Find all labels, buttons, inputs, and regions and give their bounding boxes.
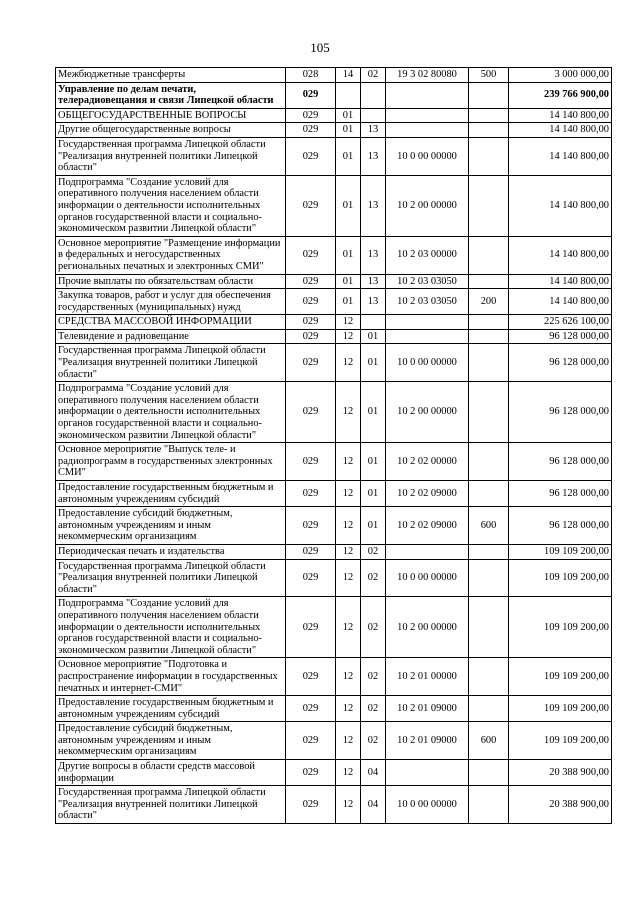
expense-type-cell: 600: [469, 722, 509, 760]
expense-type-cell: [469, 597, 509, 658]
target-article-cell: 10 2 01 09000: [386, 696, 469, 722]
subsection-code-cell: 13: [361, 123, 386, 138]
row-name-cell: Подпрограмма "Создание условий для оперативного получения населением области информации о деятельности исполнительных органов государственной власти и социально-экономическом развитии Липецкой области": [56, 175, 286, 236]
amount-cell: 20 388 900,00: [509, 760, 612, 786]
table-row: [56, 274, 612, 289]
budget-table-body: [56, 68, 612, 824]
subsection-code-cell: 02: [361, 722, 386, 760]
table-row: [56, 481, 612, 507]
target-article-cell: 10 2 02 09000: [386, 481, 469, 507]
subsection-code-cell: 01: [361, 382, 386, 443]
amount-cell: 96 128 000,00: [509, 382, 612, 443]
expense-type-cell: [469, 481, 509, 507]
ministry-code-cell: 029: [286, 108, 336, 123]
table-row: [56, 236, 612, 274]
page-number: 105: [310, 40, 330, 55]
section-code-cell: 01: [336, 175, 361, 236]
table-row: [56, 544, 612, 559]
section-code-cell: 12: [336, 658, 361, 696]
table-row: [56, 289, 612, 315]
amount-cell: 109 109 200,00: [509, 658, 612, 696]
amount-cell: 96 128 000,00: [509, 344, 612, 382]
row-name-cell: Другие вопросы в области средств массовой информации: [56, 760, 286, 786]
subsection-code-cell: [361, 82, 386, 108]
amount-cell: 20 388 900,00: [509, 786, 612, 824]
row-name-cell: Прочие выплаты по обязательствам области: [56, 274, 286, 289]
target-article-cell: 10 0 00 00000: [386, 559, 469, 597]
table-row: [56, 443, 612, 481]
table-row: [56, 722, 612, 760]
section-code-cell: 01: [336, 236, 361, 274]
table-row: [56, 175, 612, 236]
amount-cell: 14 140 800,00: [509, 123, 612, 138]
ministry-code-cell: 029: [286, 274, 336, 289]
subsection-code-cell: 13: [361, 175, 386, 236]
table-row: [56, 315, 612, 330]
table-row: [56, 82, 612, 108]
ministry-code-cell: 029: [286, 236, 336, 274]
amount-cell: 109 109 200,00: [509, 559, 612, 597]
ministry-code-cell: 029: [286, 137, 336, 175]
amount-cell: 109 109 200,00: [509, 544, 612, 559]
target-article-cell: [386, 123, 469, 138]
target-article-cell: [386, 329, 469, 344]
ministry-code-cell: 029: [286, 175, 336, 236]
section-code-cell: [336, 82, 361, 108]
amount-cell: 14 140 800,00: [509, 137, 612, 175]
section-code-cell: 01: [336, 108, 361, 123]
section-code-cell: 12: [336, 507, 361, 545]
target-article-cell: [386, 108, 469, 123]
amount-cell: 14 140 800,00: [509, 289, 612, 315]
target-article-cell: 10 2 00 00000: [386, 382, 469, 443]
row-name-cell: Предоставление государственным бюджетным и автономным учреждениям субсидий: [56, 481, 286, 507]
row-name-cell: Основное мероприятие "Выпуск теле- и радиопрограмм в государственных электронных СМИ": [56, 443, 286, 481]
expense-type-cell: [469, 696, 509, 722]
table-row: [56, 760, 612, 786]
target-article-cell: 10 2 02 09000: [386, 507, 469, 545]
expense-type-cell: [469, 175, 509, 236]
row-name-cell: Подпрограмма "Создание условий для оперативного получения населением области информации о деятельности исполнительных органов государственной власти и социально-экономическом развитии Липецкой области": [56, 597, 286, 658]
ministry-code-cell: 029: [286, 289, 336, 315]
ministry-code-cell: 029: [286, 597, 336, 658]
expense-type-cell: [469, 786, 509, 824]
ministry-code-cell: 029: [286, 760, 336, 786]
subsection-code-cell: 01: [361, 481, 386, 507]
subsection-code-cell: 04: [361, 786, 386, 824]
target-article-cell: 10 2 01 00000: [386, 658, 469, 696]
row-name-cell: Предоставление государственным бюджетным и автономным учреждениям субсидий: [56, 696, 286, 722]
table-row: [56, 329, 612, 344]
target-article-cell: 10 2 00 00000: [386, 175, 469, 236]
section-code-cell: 12: [336, 544, 361, 559]
subsection-code-cell: 02: [361, 544, 386, 559]
ministry-code-cell: 029: [286, 315, 336, 330]
row-name-cell: Основное мероприятие "Подготовка и распространение информации в государственных печатных и интернет-СМИ": [56, 658, 286, 696]
section-code-cell: 12: [336, 443, 361, 481]
section-code-cell: 12: [336, 481, 361, 507]
table-row: [56, 344, 612, 382]
amount-cell: 109 109 200,00: [509, 597, 612, 658]
subsection-code-cell: 01: [361, 344, 386, 382]
ministry-code-cell: 029: [286, 123, 336, 138]
expense-type-cell: [469, 760, 509, 786]
expense-type-cell: [469, 236, 509, 274]
row-name-cell: Закупка товаров, работ и услуг для обеспечения государственных (муниципальных) нужд: [56, 289, 286, 315]
table-row: [56, 696, 612, 722]
amount-cell: 96 128 000,00: [509, 507, 612, 545]
section-code-cell: 12: [336, 559, 361, 597]
row-name-cell: Предоставление субсидий бюджетным, автономным учреждениям и иным некоммерческим организациям: [56, 722, 286, 760]
ministry-code-cell: 029: [286, 329, 336, 344]
section-code-cell: 01: [336, 289, 361, 315]
amount-cell: 14 140 800,00: [509, 175, 612, 236]
target-article-cell: [386, 760, 469, 786]
target-article-cell: 10 0 00 00000: [386, 137, 469, 175]
table-row: [56, 597, 612, 658]
section-code-cell: 12: [336, 760, 361, 786]
row-name-cell: Государственная программа Липецкой области "Реализация внутренней политики Липецкой области": [56, 559, 286, 597]
target-article-cell: 10 0 00 00000: [386, 786, 469, 824]
ministry-code-cell: 029: [286, 544, 336, 559]
section-code-cell: 12: [336, 344, 361, 382]
expense-type-cell: [469, 137, 509, 175]
target-article-cell: 10 2 03 03050: [386, 289, 469, 315]
subsection-code-cell: 02: [361, 68, 386, 83]
subsection-code-cell: 02: [361, 658, 386, 696]
row-name-cell: СРЕДСТВА МАССОВОЙ ИНФОРМАЦИИ: [56, 315, 286, 330]
amount-cell: 225 626 100,00: [509, 315, 612, 330]
amount-cell: 14 140 800,00: [509, 274, 612, 289]
target-article-cell: 10 2 03 00000: [386, 236, 469, 274]
ministry-code-cell: 028: [286, 68, 336, 83]
table-row: [56, 108, 612, 123]
section-code-cell: 12: [336, 722, 361, 760]
expense-type-cell: [469, 443, 509, 481]
ministry-code-cell: 029: [286, 658, 336, 696]
row-name-cell: Государственная программа Липецкой области "Реализация внутренней политики Липецкой области": [56, 137, 286, 175]
amount-cell: 3 000 000,00: [509, 68, 612, 83]
expense-type-cell: 500: [469, 68, 509, 83]
subsection-code-cell: 13: [361, 289, 386, 315]
table-row: [56, 137, 612, 175]
expense-type-cell: [469, 108, 509, 123]
table-row: [56, 382, 612, 443]
amount-cell: 109 109 200,00: [509, 696, 612, 722]
amount-cell: 109 109 200,00: [509, 722, 612, 760]
amount-cell: 96 128 000,00: [509, 329, 612, 344]
subsection-code-cell: 13: [361, 236, 386, 274]
row-name-cell: Государственная программа Липецкой области "Реализация внутренней политики Липецкой области": [56, 344, 286, 382]
section-code-cell: 12: [336, 329, 361, 344]
amount-cell: 14 140 800,00: [509, 108, 612, 123]
target-article-cell: [386, 315, 469, 330]
ministry-code-cell: 029: [286, 722, 336, 760]
row-name-cell: Другие общегосударственные вопросы: [56, 123, 286, 138]
table-row: [56, 123, 612, 138]
section-code-cell: 12: [336, 696, 361, 722]
target-article-cell: 10 2 01 09000: [386, 722, 469, 760]
row-name-cell: Предоставление субсидий бюджетным, автономным учреждениям и иным некоммерческим организациям: [56, 507, 286, 545]
expense-type-cell: 200: [469, 289, 509, 315]
target-article-cell: [386, 82, 469, 108]
target-article-cell: 10 2 00 00000: [386, 597, 469, 658]
table-row: [56, 658, 612, 696]
expense-type-cell: [469, 559, 509, 597]
row-name-cell: Основное мероприятие "Размещение информации в федеральных и негосударственных региональных печатных и электронных СМИ": [56, 236, 286, 274]
ministry-code-cell: 029: [286, 507, 336, 545]
subsection-code-cell: 02: [361, 696, 386, 722]
subsection-code-cell: [361, 108, 386, 123]
expense-type-cell: [469, 382, 509, 443]
section-code-cell: 01: [336, 137, 361, 175]
row-name-cell: Межбюджетные трансферты: [56, 68, 286, 83]
row-name-cell: Управление по делам печати, телерадиовещания и связи Липецкой области: [56, 82, 286, 108]
ministry-code-cell: 029: [286, 559, 336, 597]
table-row: [56, 786, 612, 824]
subsection-code-cell: 02: [361, 559, 386, 597]
expense-type-cell: [469, 344, 509, 382]
target-article-cell: 10 2 03 03050: [386, 274, 469, 289]
table-row: [56, 68, 612, 83]
amount-cell: 96 128 000,00: [509, 443, 612, 481]
target-article-cell: [386, 544, 469, 559]
expense-type-cell: [469, 544, 509, 559]
table-row: [56, 507, 612, 545]
amount-cell: 239 766 900,00: [509, 82, 612, 108]
section-code-cell: 01: [336, 123, 361, 138]
subsection-code-cell: 01: [361, 443, 386, 481]
amount-cell: 14 140 800,00: [509, 236, 612, 274]
section-code-cell: 12: [336, 382, 361, 443]
section-code-cell: 12: [336, 786, 361, 824]
section-code-cell: 12: [336, 315, 361, 330]
expense-type-cell: 600: [469, 507, 509, 545]
target-article-cell: 10 0 00 00000: [386, 344, 469, 382]
ministry-code-cell: 029: [286, 443, 336, 481]
ministry-code-cell: 029: [286, 82, 336, 108]
table-row: [56, 559, 612, 597]
subsection-code-cell: 13: [361, 137, 386, 175]
subsection-code-cell: 01: [361, 507, 386, 545]
section-code-cell: 14: [336, 68, 361, 83]
ministry-code-cell: 029: [286, 344, 336, 382]
ministry-code-cell: 029: [286, 481, 336, 507]
row-name-cell: ОБЩЕГОСУДАРСТВЕННЫЕ ВОПРОСЫ: [56, 108, 286, 123]
expense-type-cell: [469, 658, 509, 696]
subsection-code-cell: 01: [361, 329, 386, 344]
budget-table: [55, 67, 612, 824]
expense-type-cell: [469, 329, 509, 344]
subsection-code-cell: 13: [361, 274, 386, 289]
section-code-cell: 01: [336, 274, 361, 289]
row-name-cell: Подпрограмма "Создание условий для оперативного получения населением области информации о деятельности исполнительных органов государственной власти и социально-экономическом развитии Липецкой области": [56, 382, 286, 443]
ministry-code-cell: 029: [286, 382, 336, 443]
expense-type-cell: [469, 274, 509, 289]
section-code-cell: 12: [336, 597, 361, 658]
expense-type-cell: [469, 315, 509, 330]
expense-type-cell: [469, 82, 509, 108]
subsection-code-cell: 02: [361, 597, 386, 658]
ministry-code-cell: 029: [286, 786, 336, 824]
ministry-code-cell: 029: [286, 696, 336, 722]
target-article-cell: 19 3 02 80080: [386, 68, 469, 83]
row-name-cell: Телевидение и радиовещание: [56, 329, 286, 344]
subsection-code-cell: 04: [361, 760, 386, 786]
row-name-cell: Периодическая печать и издательства: [56, 544, 286, 559]
target-article-cell: 10 2 02 00000: [386, 443, 469, 481]
row-name-cell: Государственная программа Липецкой области "Реализация внутренней политики Липецкой области": [56, 786, 286, 824]
subsection-code-cell: [361, 315, 386, 330]
amount-cell: 96 128 000,00: [509, 481, 612, 507]
expense-type-cell: [469, 123, 509, 138]
